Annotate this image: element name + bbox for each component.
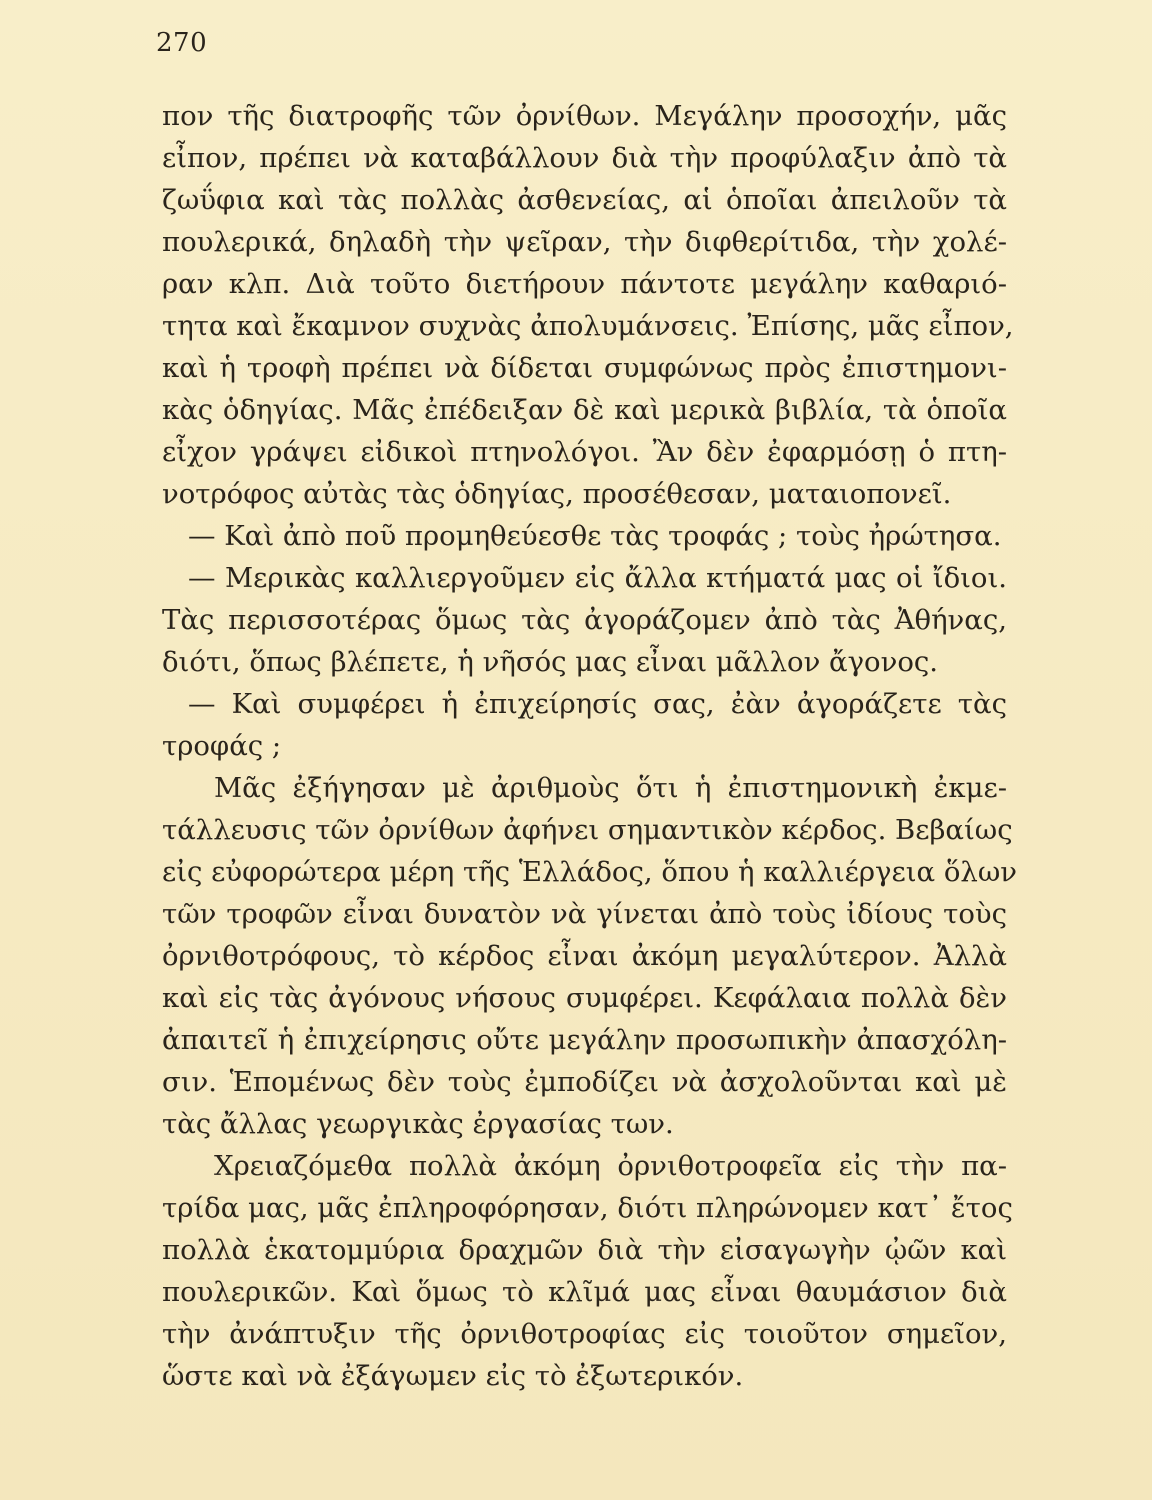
page-number: 270 [156, 28, 208, 58]
text-line: διότι, ὅπως βλέπετε, ἡ νῆσός μας εἶναι μᾶλλον ἄγονος. [162, 646, 939, 678]
text-line: τρίδα μας, μᾶς ἐπληροφόρησαν, διότι πληρώνομεν κατ᾽ ἔτος [162, 1192, 1013, 1224]
text-line: σιν. Ἑπομένως δὲν τοὺς ἐμποδίζει νὰ ἀσχολοῦνται καὶ μὲ [162, 1066, 1007, 1098]
text-line: τητα καὶ ἔκαμνον συχνὰς ἀπολυμάνσεις. Ἐπίσης, μᾶς εἶπον, [162, 310, 1014, 342]
text-line: ὀρνιθοτρόφους, τὸ κέρδος εἶναι ἀκόμη μεγαλύτερον. Ἀλλὰ [162, 940, 1007, 972]
paragraph-first-line: Χρειαζόμεθα πολλὰ ἀκόμη ὀρνιθοτροφεῖα εἰς τὴν πα- [214, 1150, 1007, 1182]
text-line: πουλερικά, δηλαδὴ τὴν ψεῖραν, τὴν διφθερίτιδα, τὴν χολέ- [162, 226, 1007, 258]
text-line: ἀπαιτεῖ ἡ ἐπιχείρησις οὔτε μεγάλην προσωπικὴν ἀπασχόλη- [162, 1024, 1007, 1056]
text-line: καὶ ἡ τροφὴ πρέπει νὰ δίδεται συμφώνως πρὸς ἐπιστημονι- [162, 352, 1007, 384]
text-line: εἶπον, πρέπει νὰ καταβάλλουν διὰ τὴν προφύλαξιν ἀπὸ τὰ [162, 142, 1007, 174]
text-line: τροφάς ; [162, 730, 282, 762]
dialogue-line: — Καὶ ἀπὸ ποῦ προμηθεύεσθε τὰς τροφάς ; τοὺς ἠρώτησα. [188, 520, 1002, 552]
text-line: κὰς ὁδηγίας. Μᾶς ἐπέδειξαν δὲ καὶ μερικὰ βιβλία, τὰ ὁποῖα [162, 394, 1007, 426]
text-line: ραν κλπ. Διὰ τοῦτο διετήρουν πάντοτε μεγάλην καθαριό- [162, 268, 1007, 300]
text-line: εἰς εὐφορώτερα μέρη τῆς Ἑλλάδος, ὅπου ἡ καλλιέργεια ὅλων [162, 856, 1017, 888]
dialogue-line: — Μερικὰς καλλιεργοῦμεν εἰς ἄλλα κτήματά μας οἱ ἴδιοι. [188, 562, 1007, 594]
text-line: τῶν τροφῶν εἶναι δυνατὸν νὰ γίνεται ἀπὸ τοὺς ἰδίους τοὺς [162, 898, 1007, 930]
text-line: πον τῆς διατροφῆς τῶν ὀρνίθων. Μεγάλην προσοχήν, μᾶς [162, 100, 1007, 132]
text-line: Τὰς περισσοτέρας ὅμως τὰς ἀγοράζομεν ἀπὸ τὰς Ἀθήνας, [162, 604, 1007, 636]
text-line: πολλὰ ἑκατομμύρια δραχμῶν διὰ τὴν εἰσαγωγὴν ᾠῶν καὶ [162, 1234, 1007, 1266]
text-line: τὰς ἄλλας γεωργικὰς ἐργασίας των. [162, 1108, 674, 1140]
text-line: εἶχον γράψει εἰδικοὶ πτηνολόγοι. Ἂν δὲν ἐφαρμόσῃ ὁ πτη- [162, 436, 1007, 468]
dialogue-line: — Καὶ συμφέρει ἡ ἐπιχείρησίς σας, ἐὰν ἀγοράζετε τὰς [188, 688, 1007, 720]
text-line: πουλερικῶν. Καὶ ὅμως τὸ κλῖμά μας εἶναι θαυμάσιον διὰ [162, 1276, 1007, 1308]
text-line: ὥστε καὶ νὰ ἐξάγωμεν εἰς τὸ ἐξωτερικόν. [162, 1360, 744, 1392]
text-line: τάλλευσις τῶν ὀρνίθων ἀφήνει σημαντικὸν κέρδος. Βεβαίως [162, 814, 1013, 846]
paragraph-first-line: Μᾶς ἐξήγησαν μὲ ἀριθμοὺς ὅτι ἡ ἐπιστημονικὴ ἐκμε- [214, 772, 1007, 804]
text-line: καὶ εἰς τὰς ἀγόνους νήσους συμφέρει. Κεφάλαια πολλὰ δὲν [162, 982, 1007, 1014]
text-line: νοτρόφος αὐτὰς τὰς ὁδηγίας, προσέθεσαν, ματαιοπονεῖ. [162, 478, 952, 510]
text-line: ζωΰφια καὶ τὰς πολλὰς ἀσθενείας, αἱ ὁποῖαι ἀπειλοῦν τὰ [162, 184, 1007, 216]
text-line: τὴν ἀνάπτυξιν τῆς ὀρνιθοτροφίας εἰς τοιοῦτον σημεῖον, [162, 1318, 1007, 1350]
